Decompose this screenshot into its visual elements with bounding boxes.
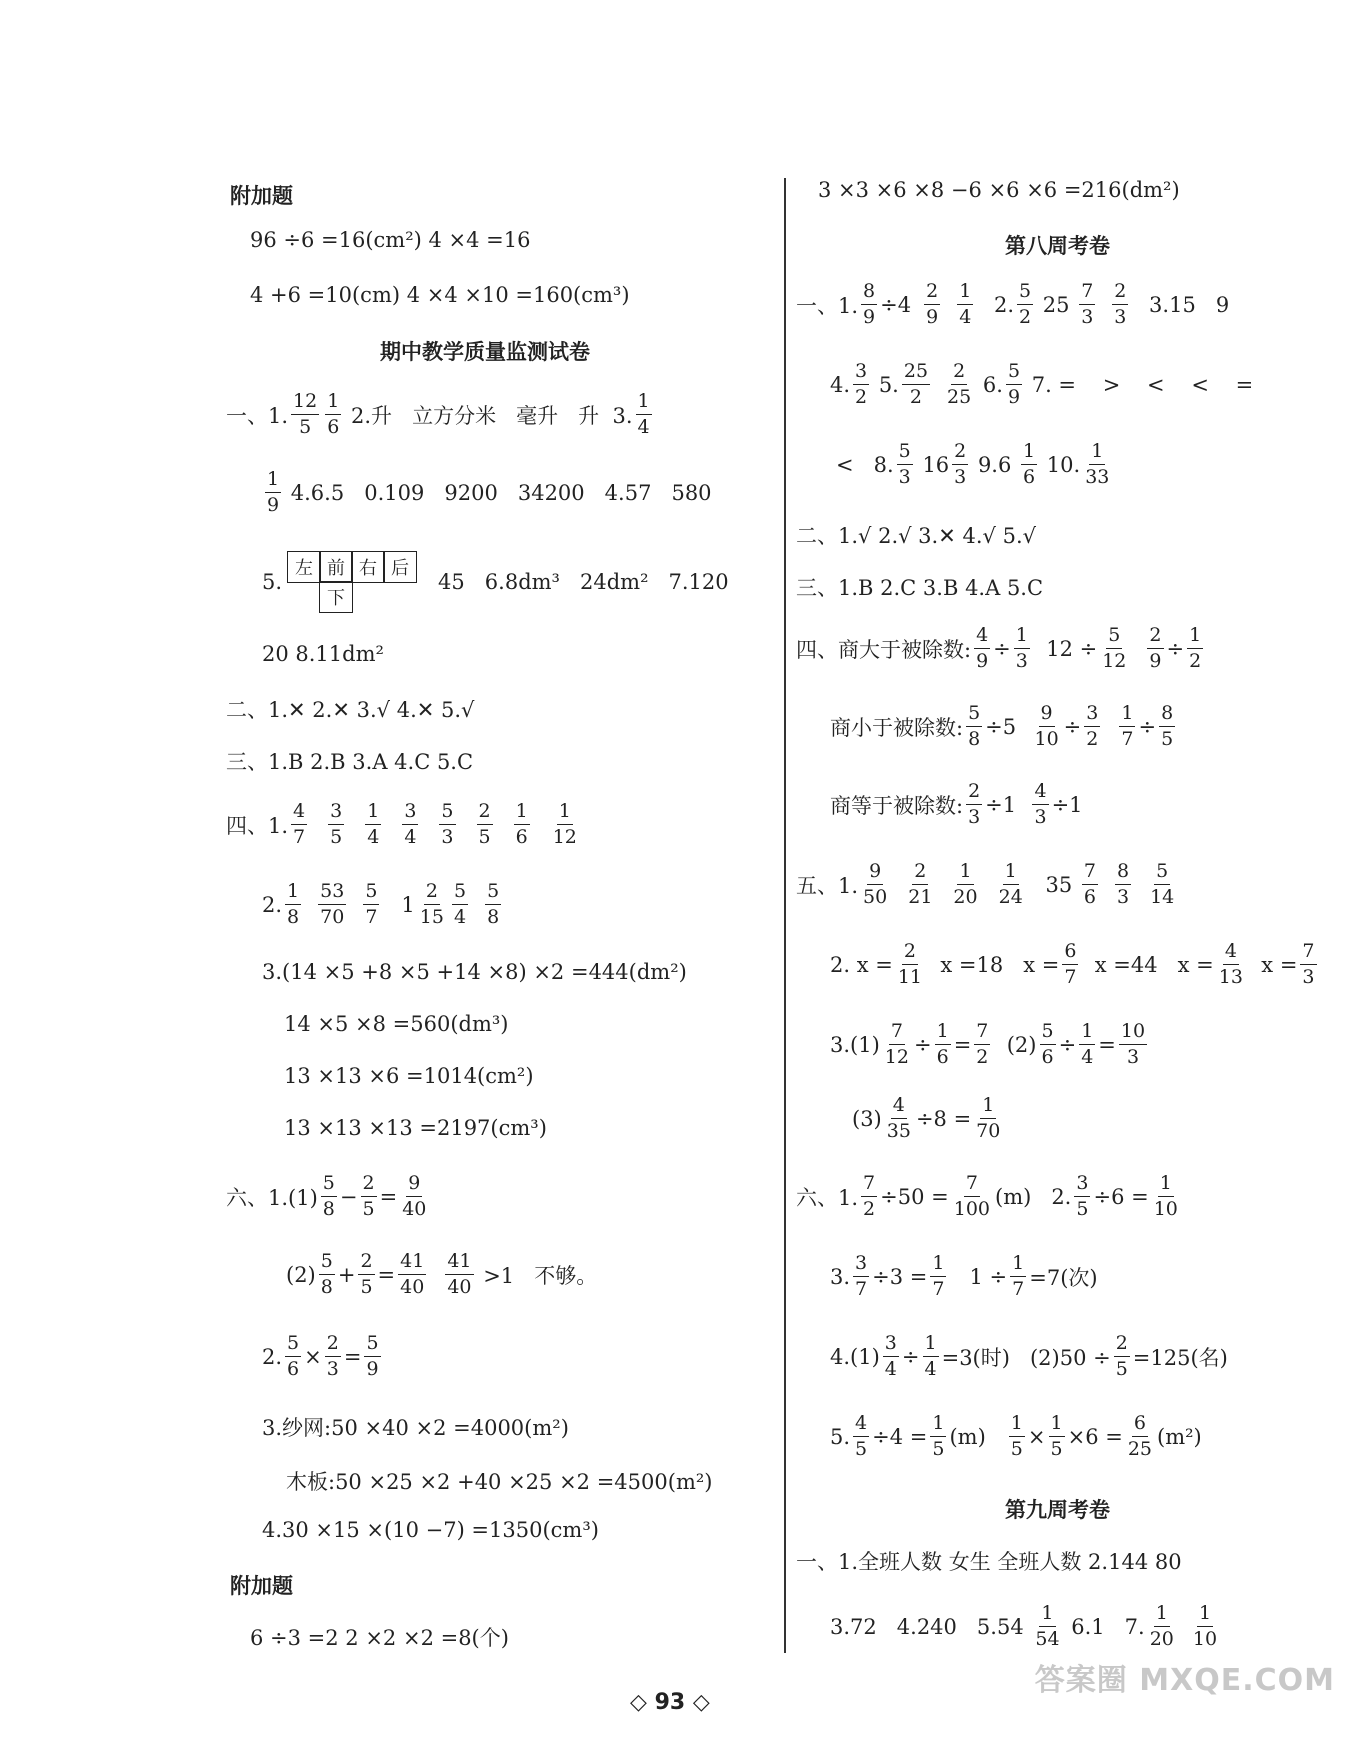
fraction: $\frac{1}{6}$ [327,390,340,438]
fraction: $\frac{1}{9}$ [267,468,280,516]
l-sec4-q3b: 14 ×5 ×8 =560(dm³) [284,1012,509,1036]
fraction: $\frac{7}{3}$ [1081,280,1094,328]
fraction: $\frac{7}{6}$ [1083,860,1096,908]
fraction: $\frac{1}{6}$ [515,800,528,848]
extra-title-2: 附加题 [230,1574,293,1598]
l-sec2: 二、1.✕ 2.✕ 3.√ 4.✕ 5.√ [226,698,475,722]
fraction: $\frac{4}{7}$ [293,800,306,848]
l-sec6-row1: 六、1.(1) $\frac{5}{8}$ − $\frac{2}{5}$ = $\frac{9}{40}$ [226,1172,427,1220]
l-sec1-row2 [262,470,712,515]
l-sec4-row2 [262,882,515,927]
cube-net [288,552,416,612]
fraction: $\frac{1}{4}$ [367,800,380,848]
fraction: $\frac{5}{4}$ [453,880,467,928]
l-sec4-q3a: 3.(14 ×5 +8 ×5 +14 ×8) ×2 =444(dm²) [262,960,687,984]
l-sec1-row1 [226,392,655,437]
fraction: $\frac{2}{3}$ [1114,280,1127,328]
net-cell: 右 [351,551,385,583]
fraction: $\frac{3}{4}$ [404,800,417,848]
l-sec6-q3a: 3.纱网:50 ×40 ×2 =4000(m²) [262,1416,569,1440]
mixed-whole: 1 [401,892,415,917]
l-sec4-q3c: 13 ×13 ×6 =1014(cm²) [284,1064,534,1088]
watermark: 答案圈 MXQE.COM [1034,1663,1335,1698]
fraction: $\frac{1}{4}$ [637,390,650,438]
extra-line-1: 96 ÷6 =16(cm²) 4 ×4 =16 [250,228,531,252]
r-sec1-row2: 4. $\frac{3}{2}$ 5. $\frac{25}{2}$ $\frac{2}{25}$ 6. $\frac{5}{9}$ 7. = > < < = [830,360,1254,408]
page-number: ◇ 93 ◇ [630,1690,710,1715]
week9-title: 第九周考卷 [1005,1498,1110,1522]
r-sec1-row3: < 8. $\frac{5}{3}$ 16 $\frac{2}{3}$ 9.6 $\frac{1}{6}$ 10. $\frac{1}{33}$ [836,440,1110,488]
r-sec4-row1: 四、商大于被除数: $\frac{4}{9}$ ÷ $\frac{1}{3}$ 12 ÷ $\frac{5}{12}$ $\frac{2}{9}$ ÷ $\frac{1}{2}$ [796,624,1202,672]
r-week9-row1: 一、1.全班人数 女生 全班人数 2.144 80 [796,1550,1182,1574]
fraction-list [288,802,597,847]
fraction: $\frac{8}{3}$ [1116,860,1130,908]
label: 四、1. [226,813,289,838]
l-sec6-row2: (2) $\frac{5}{8}$ + $\frac{2}{5}$ = $\frac{41}{40}$ $\frac{41}{40}$ >1 不够。 [286,1250,598,1298]
r-sec5-row3: 3.(1) $\frac{7}{12}$ ÷ $\frac{1}{6}$ = $\frac{7}{2}$ (2) $\frac{5}{6}$ ÷ $\frac{1}{4}$ = $\frac{10}{3}$ [830,1020,1146,1068]
fraction: $\frac{3}{5}$ [330,800,343,848]
net-cell: 下 [319,581,353,613]
l-sec6-row3: 2. $\frac{5}{6}$ × $\frac{2}{3}$ = $\frac{5}{9}$ [262,1332,379,1380]
l-sec3: 三、1.B 2.B 3.A 4.C 5.C [226,750,474,774]
fraction-list [449,882,515,927]
text: 4.6.5 0.109 9200 34200 4.57 580 [284,480,712,505]
fraction: $\frac{1}{20}$ [953,860,978,908]
fraction: $\frac{1}{8}$ [287,880,300,928]
extra-title-1: 附加题 [230,184,293,208]
fraction: $\frac{9}{50}$ [863,860,888,908]
fraction: $\frac{12}{5}$ [293,390,318,438]
net-cell: 左 [287,551,321,583]
r-sec4-row2: 商小于被除数: $\frac{5}{8}$ ÷5 $\frac{9}{10}$ ÷ $\frac{3}{2}$ $\frac{1}{7}$ ÷ $\frac{8}{5}$ [830,702,1174,750]
l-sec6-q3b: 木板:50 ×25 ×2 +40 ×25 ×2 =4500(m²) [286,1470,713,1494]
r-week9-row2: 3.72 4.240 5.54 $\frac{1}{54}$ 6.1 7. $\frac{1}{20}$ $\frac{1}{10}$ [830,1602,1218,1650]
fraction: $\frac{2}{5}$ [478,800,491,848]
r-sec6-row4: 5. $\frac{4}{5}$ ÷4 = $\frac{1}{5}$ (m) $\frac{1}{5}$ × $\frac{1}{5}$ ×6 = $\frac{6}{25}$ (m²) [830,1412,1202,1460]
fraction: $\frac{53}{70}$ [320,880,345,928]
r-sec2: 二、1.√ 2.√ 3.✕ 4.√ 5.√ [796,524,1037,548]
r-sec6-row3: 4.(1) $\frac{3}{4}$ ÷ $\frac{1}{4}$ =3(时) (2)50 ÷ $\frac{2}{5}$ =125(名) [830,1332,1228,1380]
r-sec5-row4: (3) $\frac{4}{35}$ ÷8 = $\frac{1}{70}$ [852,1094,1001,1142]
fraction: $\frac{5}{8}$ [487,880,500,928]
midterm-title: 期中教学质量监测试卷 [380,340,590,364]
label: 2. [262,892,283,917]
r-sec6-row2: 3. $\frac{3}{7}$ ÷3 = $\frac{1}{7}$ 1 ÷ $\frac{1}{7}$ =7(次) [830,1252,1098,1300]
l-sec1-row4: 20 8.11dm² [262,642,384,666]
fraction-list [282,882,393,927]
r-sec5-row1: 五、1. $\frac{9}{50}$ $\frac{2}{21}$ $\frac{1}{20}$ $\frac{1}{24}$ 35 $\frac{7}{6}$ $\frac{8}{3}$ $\frac{5}{14}$ [796,860,1175,908]
net-cell: 前 [319,551,353,583]
extra-line-2: 4 +6 =10(cm) 4 ×4 ×10 =160(cm³) [250,283,630,307]
fraction: $\frac{2}{15}$ [419,880,444,928]
l-sec6-q4: 4.30 ×15 ×(10 −7) =1350(cm³) [262,1518,599,1542]
r-top-line: 3 ×3 ×6 ×8 −6 ×6 ×6 =216(dm²) [818,178,1180,202]
r-sec6-row1: 六、1. $\frac{7}{2}$ ÷50 = $\frac{7}{100}$ (m) 2. $\frac{3}{5}$ ÷6 = $\frac{1}{10}$ [796,1172,1178,1220]
fraction: $\frac{1}{12}$ [552,800,577,848]
fraction: $\frac{2}{21}$ [908,860,933,908]
r-sec4-row3: 商等于被除数: $\frac{2}{3}$ ÷1 $\frac{4}{3}$ ÷1 [830,780,1083,828]
fraction: $\frac{1}{24}$ [998,860,1023,908]
fraction: $\frac{5}{7}$ [365,880,378,928]
l-sec4-row1 [226,802,597,847]
r-sec5-row2: 2. x = $\frac{2}{11}$ x =18 x = $\frac{6}{7}$ x =44 x = $\frac{4}{13}$ x = $\frac{7}{3}$ [830,940,1315,988]
r-sec1-row1: 一、1. $\frac{8}{9}$ ÷4 $\frac{2}{9}$ $\frac{1}{4}$ 2. $\frac{5}{2}$ 25 $\frac{7}{3}$ $\frac{2}{3}$ 3.15 9 [796,280,1230,328]
fraction: $\frac{5}{3}$ [441,800,454,848]
column-divider [784,178,786,1653]
label: 一、1. [226,403,289,428]
l-sec4-q3d: 13 ×13 ×13 =2197(cm³) [284,1116,547,1140]
week8-title: 第八周考卷 [1005,234,1110,258]
label: 5. [262,570,283,594]
fraction: $\frac{5}{14}$ [1150,860,1175,908]
net-cell: 后 [383,551,417,583]
text: 2.升 立方分米 毫升 升 3. [344,403,633,428]
r-sec3: 三、1.B 2.C 3.B 4.A 5.C [796,576,1044,600]
extra-line-3: 6 ÷3 =2 2 ×2 ×2 =8(个) [250,1626,509,1650]
l-sec1-row3 [262,552,729,612]
text: 45 6.8dm³ 24dm² 7.120 [438,570,729,594]
fraction: $\frac{1}{4}$ [959,280,972,328]
fraction: $\frac{2}{9}$ [926,280,939,328]
